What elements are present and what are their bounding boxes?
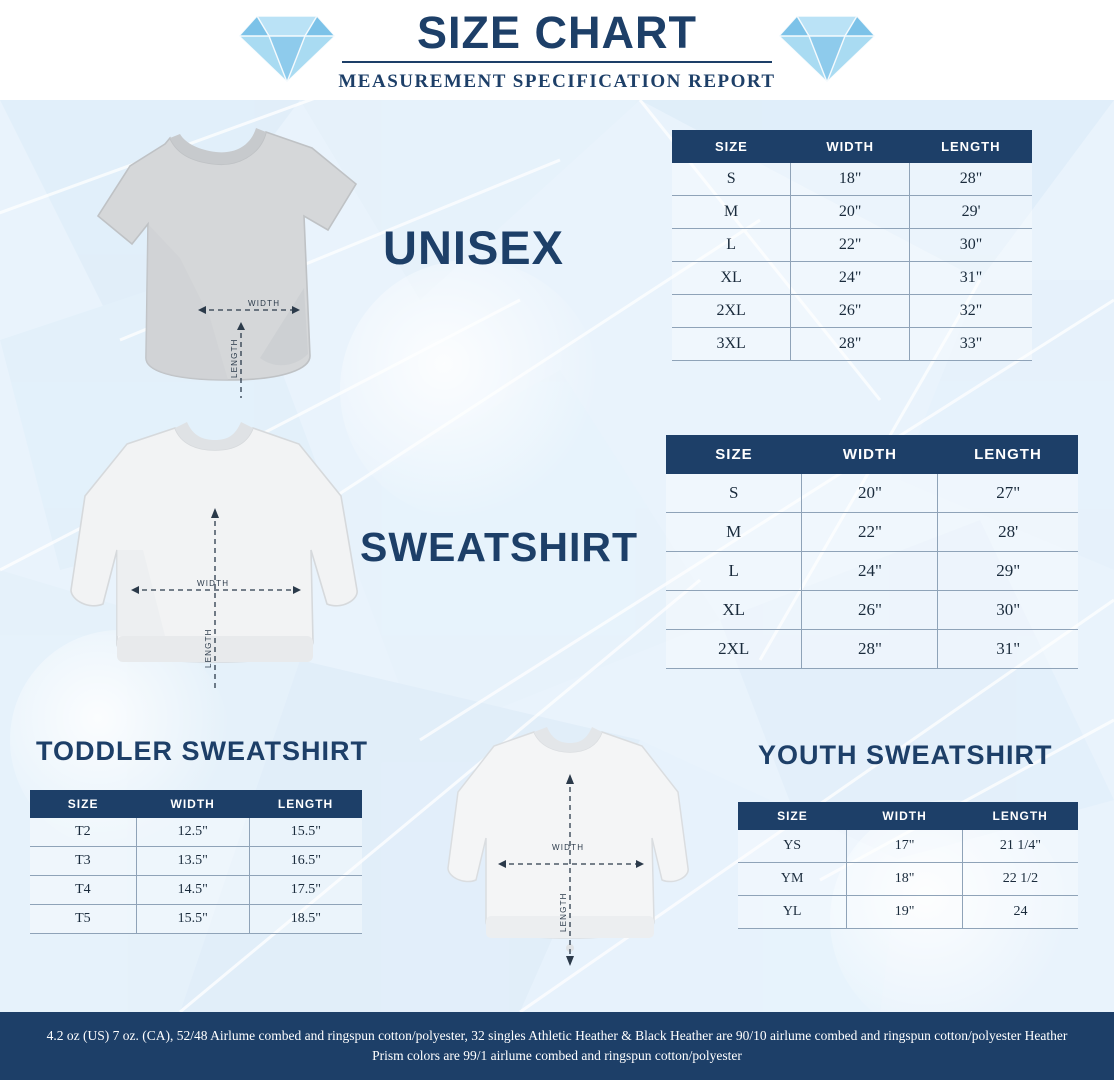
column-header-width: WIDTH: [847, 802, 963, 830]
width-label: WIDTH: [248, 299, 281, 308]
page-subtitle: MEASUREMENT SPECIFICATION REPORT: [338, 70, 776, 92]
cell-length: 31": [938, 630, 1078, 669]
size-table-sweatshirt: [666, 435, 1078, 669]
cell-size: T5: [30, 905, 136, 934]
cell-width: 17": [847, 830, 963, 863]
youth-sweatshirt-photo: [430, 710, 710, 970]
sweatshirt-photo: [55, 400, 375, 690]
table-header-row: [666, 435, 1078, 474]
page-footer: [0, 1012, 1114, 1080]
width-label: WIDTH: [552, 843, 585, 852]
table-row: [672, 229, 1032, 262]
fabric-description: 4.2 oz (US) 7 oz. (CA), 52/48 Airlume combed and ringspun cotton/polyester, 32 singles Athletic Heather & Black Heather are 90/10 airlume combed and ringspun cotton/polyester Heather Prism colors are 99/1 airlume combed and ringspun cotton/polyester: [46, 1028, 1068, 1063]
cell-width: 28": [791, 328, 910, 361]
column-header-width: WIDTH: [802, 435, 938, 474]
table-header-row: [672, 130, 1032, 163]
cell-length: 21 1/4": [962, 830, 1078, 863]
diamond-icon: [232, 8, 342, 88]
cell-width: 26": [802, 591, 938, 630]
cell-length: 28': [938, 513, 1078, 552]
size-table-unisex: [672, 130, 1032, 361]
size-table-youth: [738, 802, 1078, 929]
cell-width: 26": [791, 295, 910, 328]
section-heading-sweatshirt: SWEATSHIRT: [360, 524, 639, 570]
size-table-toddler: [30, 790, 362, 934]
column-header-width: WIDTH: [791, 130, 910, 163]
cell-length: 15.5": [249, 818, 362, 847]
table-row: [738, 863, 1078, 896]
table-row: [666, 552, 1078, 591]
cell-length: 33": [910, 328, 1032, 361]
cell-length: 31": [910, 262, 1032, 295]
cell-length: 29': [910, 196, 1032, 229]
title-divider: [342, 61, 772, 63]
cell-width: 22": [802, 513, 938, 552]
page-header: [0, 0, 1114, 100]
table-row: [672, 196, 1032, 229]
table-header-row: [30, 790, 362, 818]
column-header-length: LENGTH: [910, 130, 1032, 163]
cell-size: XL: [672, 262, 791, 295]
cell-size: S: [666, 474, 802, 513]
table-row: [672, 328, 1032, 361]
length-label: LENGTH: [230, 338, 239, 378]
cell-length: 28": [910, 163, 1032, 196]
cell-size: XL: [666, 591, 802, 630]
cell-width: 19": [847, 896, 963, 929]
cell-width: 20": [802, 474, 938, 513]
table-row: [666, 513, 1078, 552]
cell-size: T3: [30, 847, 136, 876]
cell-length: 16.5": [249, 847, 362, 876]
cell-width: 22": [791, 229, 910, 262]
cell-width: 24": [791, 262, 910, 295]
cell-size: M: [672, 196, 791, 229]
cell-length: 30": [910, 229, 1032, 262]
width-label: WIDTH: [197, 579, 230, 588]
cell-length: 30": [938, 591, 1078, 630]
table-row: [30, 876, 362, 905]
cell-width: 18": [791, 163, 910, 196]
table-row: [666, 630, 1078, 669]
cell-length: 24: [962, 896, 1078, 929]
cell-size: L: [672, 229, 791, 262]
table-header-row: [738, 802, 1078, 830]
column-header-length: LENGTH: [249, 790, 362, 818]
page-content: [0, 100, 1114, 1012]
table-row: [672, 262, 1032, 295]
table-row: [666, 474, 1078, 513]
section-heading-youth: YOUTH SWEATSHIRT: [758, 740, 1053, 770]
cell-length: 18.5": [249, 905, 362, 934]
section-heading-unisex: UNISEX: [383, 221, 564, 274]
cell-width: 28": [802, 630, 938, 669]
cell-size: 2XL: [672, 295, 791, 328]
page-title: SIZE CHART: [416, 6, 697, 58]
column-header-size: SIZE: [666, 435, 802, 474]
table-row: [738, 896, 1078, 929]
table-row: [30, 905, 362, 934]
cell-size: YL: [738, 896, 847, 929]
table-row: [672, 163, 1032, 196]
unisex-tshirt-photo: [60, 108, 390, 398]
cell-length: 22 1/2: [962, 863, 1078, 896]
cell-width: 18": [847, 863, 963, 896]
cell-size: 3XL: [672, 328, 791, 361]
length-label: LENGTH: [204, 628, 213, 668]
cell-width: 20": [791, 196, 910, 229]
cell-width: 12.5": [136, 818, 249, 847]
column-header-length: LENGTH: [962, 802, 1078, 830]
column-header-size: SIZE: [672, 130, 791, 163]
cell-size: M: [666, 513, 802, 552]
column-header-width: WIDTH: [136, 790, 249, 818]
cell-size: L: [666, 552, 802, 591]
diamond-icon: [772, 8, 882, 88]
cell-length: 27": [938, 474, 1078, 513]
cell-size: YS: [738, 830, 847, 863]
column-header-length: LENGTH: [938, 435, 1078, 474]
table-row: [666, 591, 1078, 630]
cell-length: 32": [910, 295, 1032, 328]
column-header-size: SIZE: [738, 802, 847, 830]
table-row: [30, 847, 362, 876]
cell-length: 17.5": [249, 876, 362, 905]
cell-width: 15.5": [136, 905, 249, 934]
cell-width: 24": [802, 552, 938, 591]
cell-size: 2XL: [666, 630, 802, 669]
length-label: LENGTH: [559, 892, 568, 932]
cell-width: 14.5": [136, 876, 249, 905]
cell-width: 13.5": [136, 847, 249, 876]
cell-size: T2: [30, 818, 136, 847]
cell-size: T4: [30, 876, 136, 905]
table-row: [672, 295, 1032, 328]
cell-size: S: [672, 163, 791, 196]
column-header-size: SIZE: [30, 790, 136, 818]
cell-size: YM: [738, 863, 847, 896]
section-heading-toddler: TODDLER SWEATSHIRT: [36, 736, 368, 766]
table-row: [738, 830, 1078, 863]
cell-length: 29": [938, 552, 1078, 591]
table-row: [30, 818, 362, 847]
